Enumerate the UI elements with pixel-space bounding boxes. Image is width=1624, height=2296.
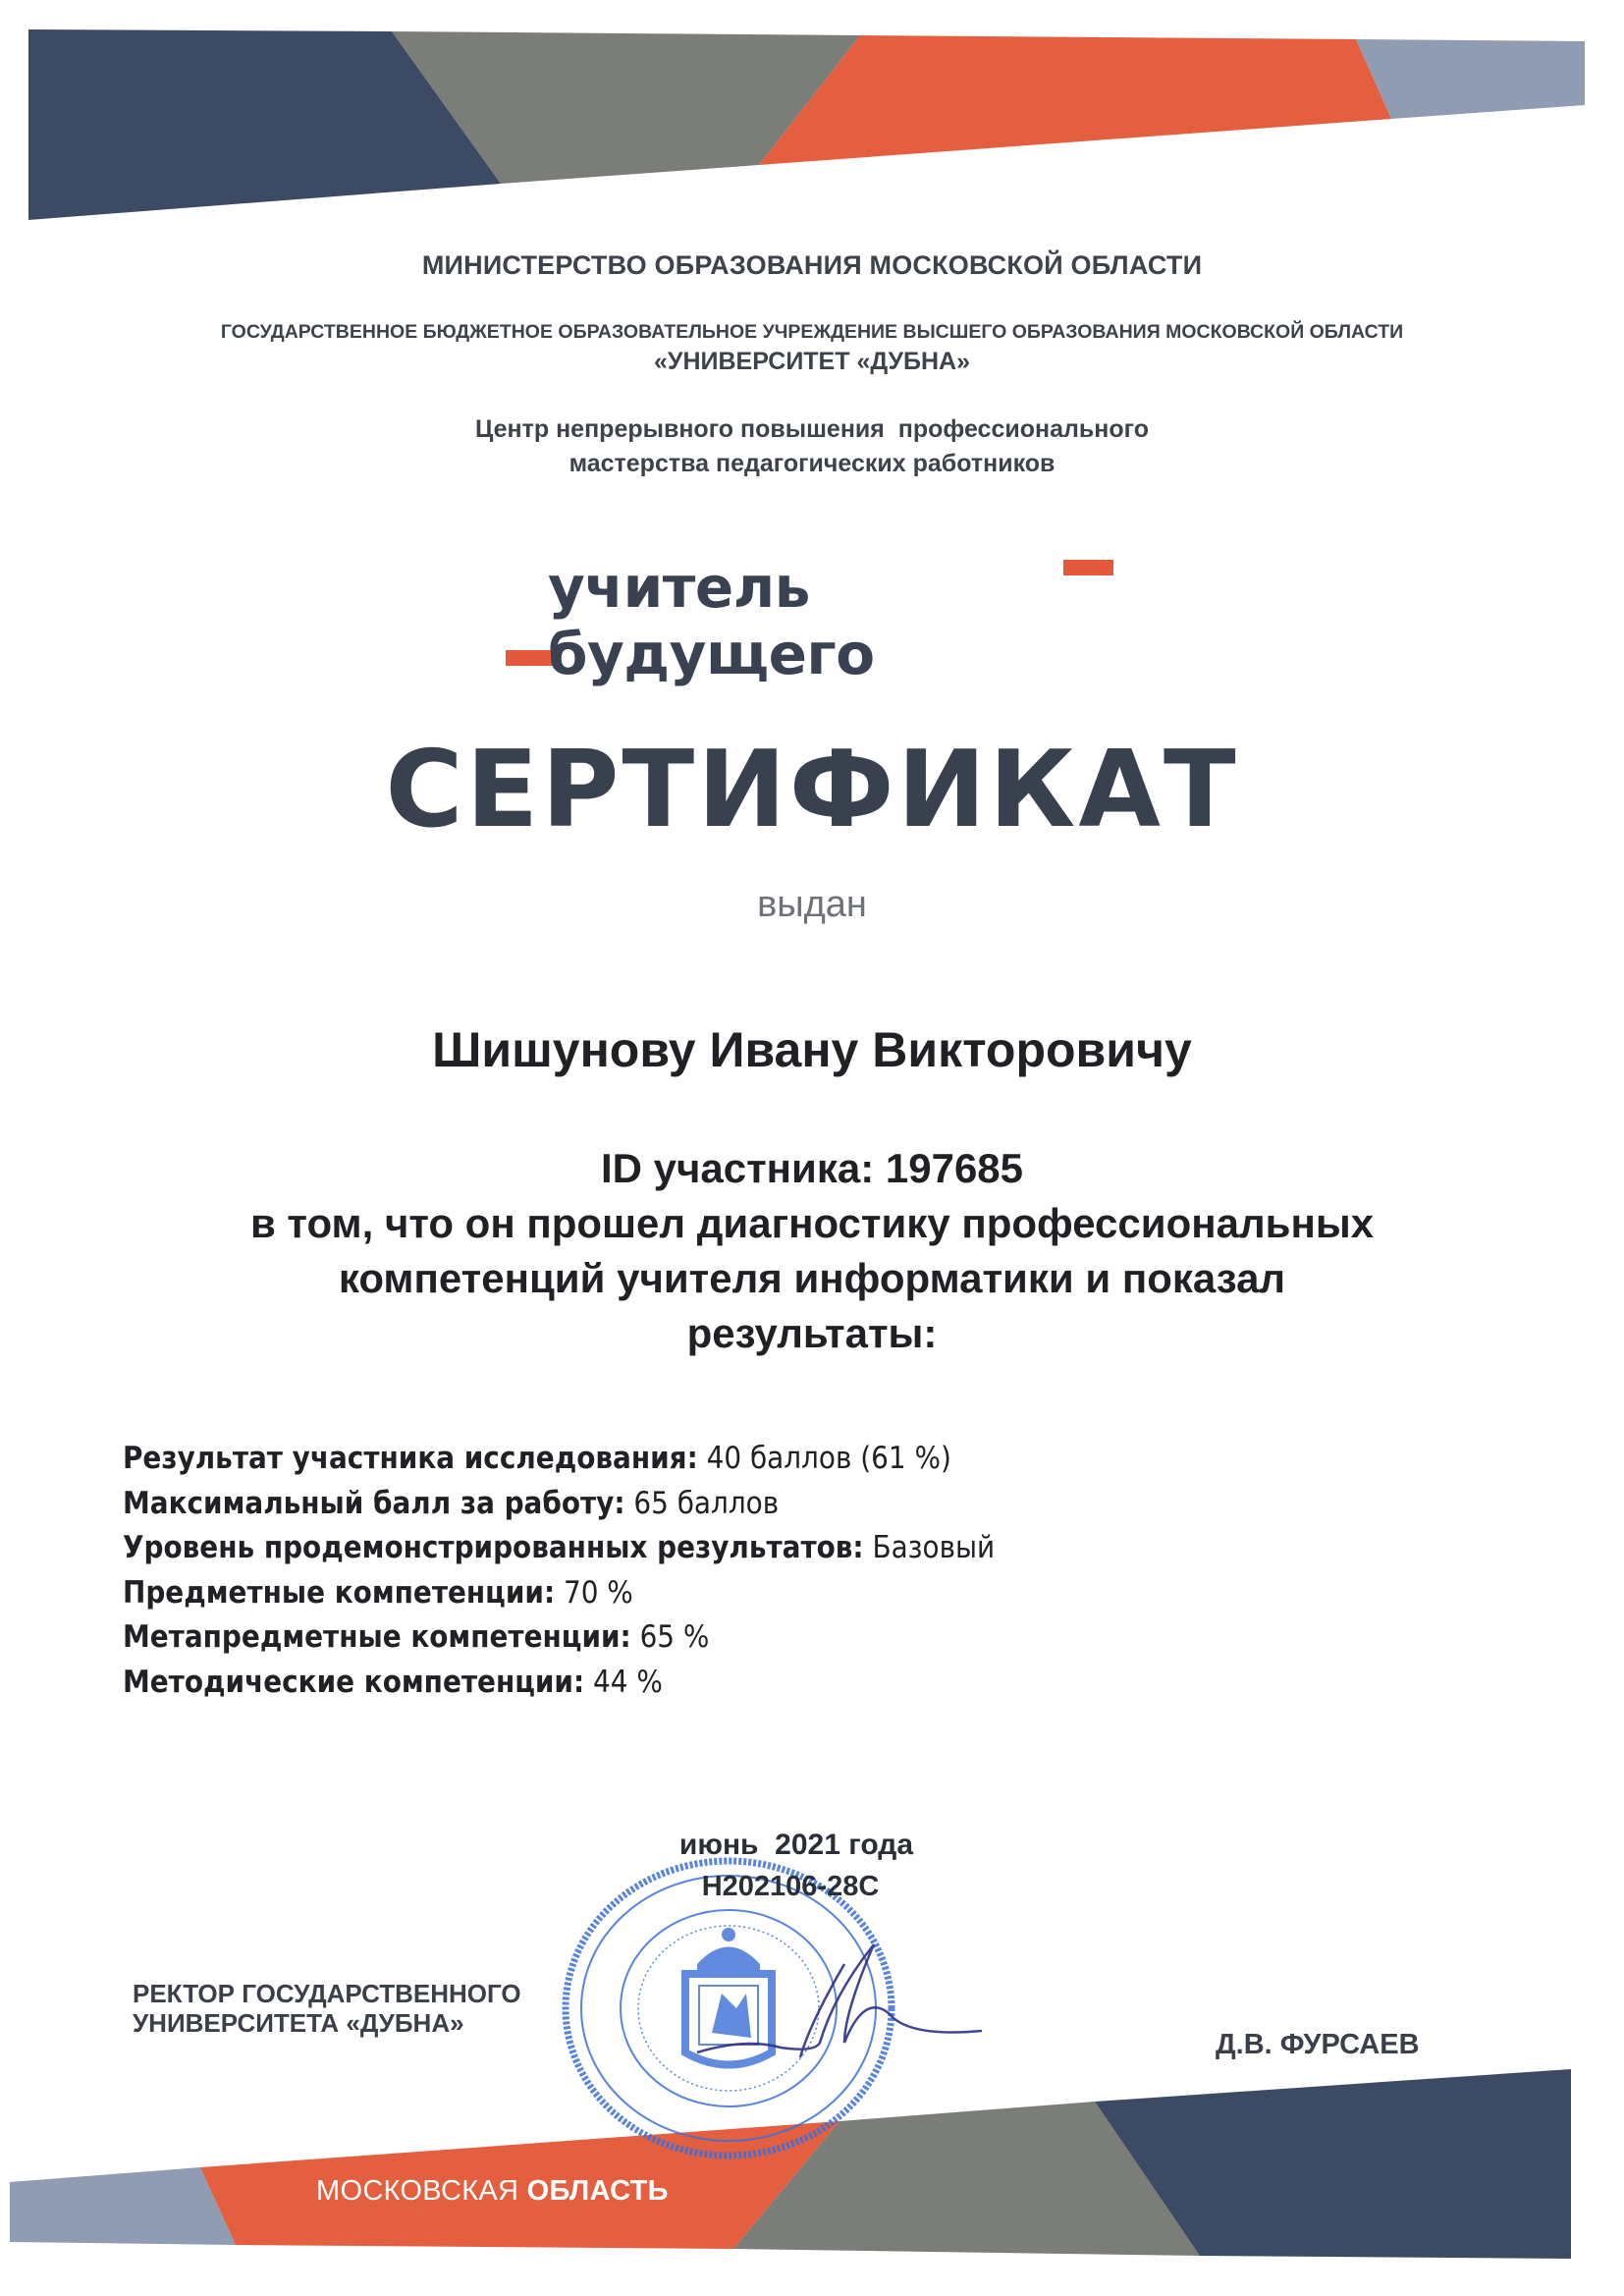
ministry-heading: МИНИСТЕРСТВО ОБРАЗОВАНИЯ МОСКОВСКОЙ ОБЛАСТИ: [421, 250, 1203, 280]
signer-name: Д.В. ФУРСАЕВ: [1216, 2029, 1420, 2060]
issued-label: выдан: [757, 884, 867, 925]
center-name-line1: Центр непрерывного повышения профессионального: [475, 415, 1149, 443]
issue-date: июнь 2021 года: [678, 1829, 913, 1861]
logo-text: учитель будущего: [548, 554, 875, 687]
result-value: 65 %: [639, 1619, 710, 1655]
university-name: «УНИВЕРСИТЕТ «ДУБНА»: [654, 348, 970, 375]
recipient-name: Шишунову Ивану Викторовичу: [432, 1022, 1192, 1077]
result-value: 70 %: [563, 1574, 633, 1611]
result-value: 44 %: [593, 1664, 663, 1700]
statement-line-1: в том, что он прошел диагностику профессиональных: [249, 1200, 1375, 1246]
result-label: Результат участника исследования:: [123, 1441, 698, 1476]
statement-line-2: компетенций учителя информатики и показал: [338, 1255, 1286, 1301]
region-label: [316, 2175, 669, 2208]
certificate-number: Н202106-28С: [701, 1871, 880, 1902]
institution-heading: ГОСУДАРСТВЕННОЕ БЮДЖЕТНОЕ ОБРАЗОВАТЕЛЬНОЕ УЧРЕЖДЕНИЕ ВЫСШЕГО ОБРАЗОВАНИЯ МОСКОВСКОЙ ОБЛАСТИ: [220, 321, 1404, 343]
rector-title-line2: УНИВЕРСИТЕТА «ДУБНА»: [133, 2008, 464, 2038]
center-name-line2: мастерства педагогических работников: [568, 450, 1056, 477]
region-label-part2: ОБЛАСТЬ: [526, 2175, 669, 2207]
bottom-banner-lightgray-segment: [10, 2167, 236, 2245]
region-label-part1: МОСКОВСКАЯ: [316, 2175, 519, 2207]
result-label: Метапредметные компетенции:: [123, 1619, 631, 1655]
result-value: 65 баллов: [633, 1485, 780, 1521]
participant-id-label: ID участника:: [600, 1145, 875, 1191]
rector-title-line1: РЕКТОР ГОСУДАРСТВЕННОГО: [133, 1979, 521, 2008]
result-label: Предметные компетенции:: [123, 1574, 556, 1611]
result-value: 40 баллов (61 %): [706, 1441, 951, 1476]
result-label: Уровень продемонстрированных результатов:: [123, 1530, 864, 1565]
result-label: Методические компетенции:: [123, 1664, 585, 1700]
certificate-title: СЕРТИФИКАТ: [385, 729, 1239, 851]
participant-id-value: 197685: [885, 1145, 1024, 1191]
rector-title: [133, 1979, 521, 2038]
result-label: Максимальный балл за работу:: [123, 1485, 625, 1521]
statement-line-3: результаты:: [686, 1310, 938, 1356]
result-value: Базовый: [872, 1530, 996, 1565]
